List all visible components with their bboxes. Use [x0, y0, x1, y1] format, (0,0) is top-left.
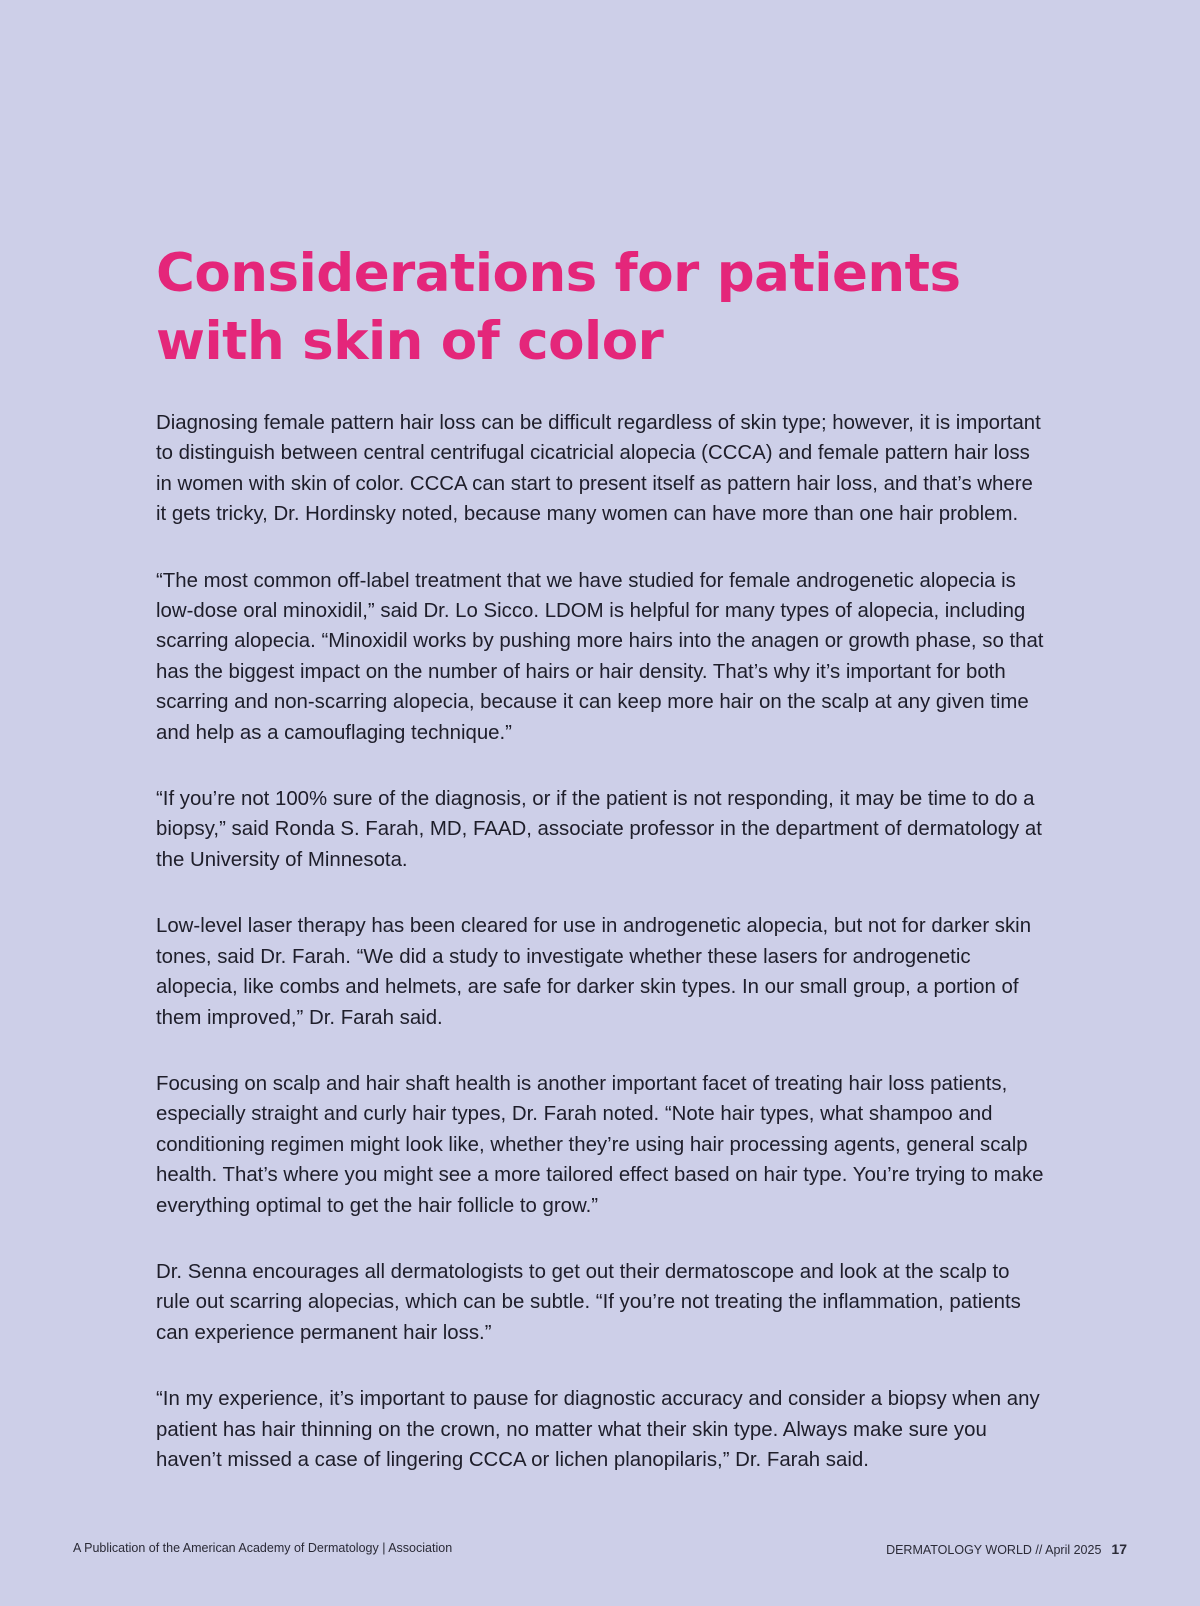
issue-info	[886, 1541, 1127, 1557]
headline-line-1: Considerations for patients	[156, 243, 961, 304]
page-title	[156, 240, 1046, 376]
paragraph-laser-therapy: Low-level laser therapy has been cleared for use in androgenetic alopecia, but not for darker skin tones, said Dr. Farah. “We did a study to investigate whether these lasers for androgenetic alopecia, like combs and helmets, are safe for darker skin types. In our small group, a portion of them improved,” Dr. Farah said.	[156, 915, 1032, 1029]
page-footer	[73, 1541, 1127, 1561]
paragraph-ldom-quote: “The most common off-label treatment that we have studied for female androgenetic alopecia is low-dose oral minoxidil,” said Dr. Lo Sicco. LDOM is helpful for many types of alopecia, including scarring alopecia. “Minoxidil works by pushing more hairs into the anagen or growth phase, so that has the biggest impact on the number of hairs or hair density. That’s why it’s important for both scarring and non-scarring alopecia, because it can keep more hair on the scalp at any given time and help as a camouflaging technique.”	[156, 569, 1044, 744]
magazine-issue: DERMATOLOGY WORLD // April 2025	[886, 1543, 1102, 1557]
paragraph-biopsy-quote: “If you’re not 100% sure of the diagnosis, or if the patient is not responding, it may be time to do a biopsy,” said Ronda S. Farah, MD, FAAD, associate professor in the department of dermatology at the University of Minnesota.	[156, 788, 1042, 871]
paragraph-scalp-health: Focusing on scalp and hair shaft health is another important facet of treating hair loss patients, especially straight and curly hair types, Dr. Farah noted. “Note hair types, what shampoo and conditioning regimen might look like, whether they’re using hair processing agents, general scalp health. That’s where you might see a more tailored effect based on hair type. You’re trying to make everything optimal to get the hair follicle to grow.”	[156, 1072, 1044, 1217]
paragraph-dermatoscope: Dr. Senna encourages all dermatologists to get out their dermatoscope and look at the scalp to rule out scarring alopecias, which can be subtle. “If you’re not treating the inflammation, patients can experience permanent hair loss.”	[156, 1260, 1021, 1344]
paragraph-diagnostic-accuracy: “In my experience, it’s important to pause for diagnostic accuracy and consider a biopsy when any patient has hair thinning on the crown, no matter what their skin type. Always make sure you haven’t missed a case of lingering CCCA or lichen planopilaris,” Dr. Farah said.	[156, 1388, 1040, 1471]
publication-credit: A Publication of the American Academy of Dermatology | Association	[73, 1541, 453, 1555]
article	[156, 240, 1046, 1511]
article-body	[156, 408, 1046, 1475]
page-number: 17	[1111, 1541, 1127, 1557]
headline-line-2: with skin of color	[156, 311, 664, 372]
paragraph-diagnosing: Diagnosing female pattern hair loss can be difficult regardless of skin type; however, it is important to distinguish between central centrifugal cicatricial alopecia (CCCA) and female pattern hair loss in women with skin of color. CCCA can start to present itself as pattern hair loss, and that’s where it gets tricky, Dr. Hordinsky noted, because many women can have more than one hair problem.	[156, 412, 1041, 526]
